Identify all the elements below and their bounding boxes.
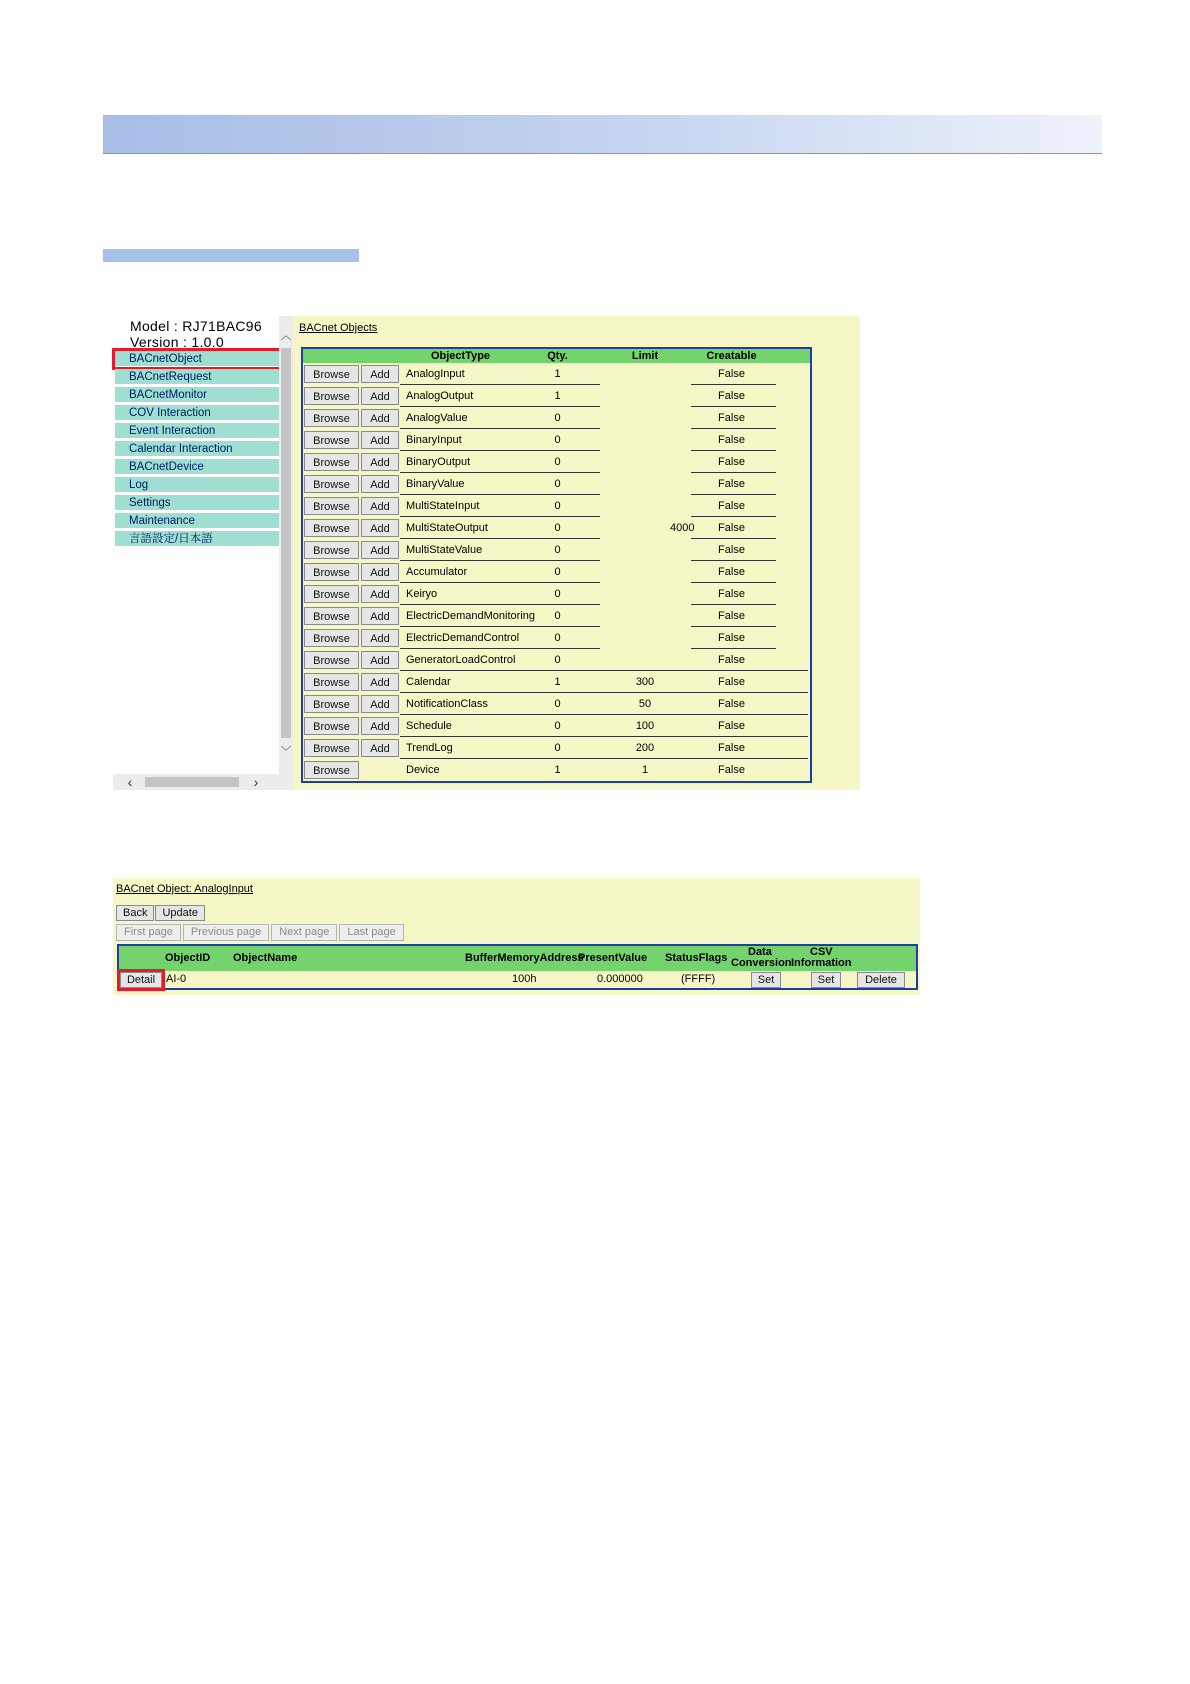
browse-button[interactable]: Browse	[304, 673, 359, 691]
browse-button[interactable]: Browse	[304, 651, 359, 669]
cell-objecttype: MultiStateInput	[406, 500, 480, 512]
add-button[interactable]: Add	[361, 563, 399, 581]
cell-qty: 0	[554, 456, 561, 468]
object-list-table	[117, 944, 918, 990]
add-button[interactable]: Add	[361, 651, 399, 669]
cell-creatable: False	[718, 390, 745, 402]
cell-qty: 1	[554, 368, 561, 380]
update-button[interactable]: Update	[155, 905, 204, 921]
header-buffer-address: BufferMemoryAddress	[465, 952, 584, 964]
cell-objecttype: TrendLog	[406, 742, 453, 754]
cell-objectid: AI-0	[166, 973, 187, 985]
add-button[interactable]: Add	[361, 409, 399, 427]
object-list-title[interactable]: BACnet Object: AnalogInput	[116, 883, 253, 895]
cell-qty: 0	[554, 588, 561, 600]
cell-objecttype: ElectricDemandMonitoring	[406, 610, 535, 622]
cell-qty: 0	[554, 522, 561, 534]
cell-limit	[600, 385, 690, 407]
model-info	[130, 318, 262, 350]
cell-limit	[600, 451, 690, 473]
section-header-band	[103, 115, 1102, 154]
cell-creatable: False	[718, 654, 745, 666]
cell-objecttype: Schedule	[406, 720, 452, 732]
cell-objecttype: Calendar	[406, 676, 451, 688]
cell-qty: 0	[554, 632, 561, 644]
cell-creatable: False	[718, 566, 745, 578]
cell-limit	[600, 539, 690, 561]
cell-objecttype: AnalogValue	[406, 412, 468, 424]
browse-button[interactable]: Browse	[304, 431, 359, 449]
table-row	[303, 429, 810, 451]
cell-limit	[600, 649, 690, 671]
sidebar-item-event-interaction[interactable]: Event Interaction	[115, 423, 279, 439]
table-row	[303, 583, 810, 605]
cell-creatable: False	[718, 676, 745, 688]
cell-objecttype: GeneratorLoadControl	[406, 654, 516, 666]
sidebar-item-bacnetdevice[interactable]: BACnetDevice	[115, 459, 279, 475]
detail-button[interactable]: Detail	[120, 972, 162, 988]
cell-qty: 0	[554, 720, 561, 732]
cell-objecttype: Device	[406, 764, 440, 776]
first-page-button[interactable]: First page	[116, 924, 181, 941]
browse-button[interactable]: Browse	[304, 365, 359, 383]
cell-objecttype: AnalogOutput	[406, 390, 474, 402]
cell-objecttype: ElectricDemandControl	[406, 632, 520, 644]
header-objecttype: ObjectType	[430, 350, 491, 362]
model-label: Model : RJ71BAC96	[130, 318, 262, 334]
header-limit: Limit	[631, 350, 659, 362]
add-button[interactable]: Add	[361, 519, 399, 537]
cell-qty: 0	[554, 412, 561, 424]
cell-qty: 1	[554, 764, 561, 776]
cell-creatable: False	[718, 522, 745, 534]
browse-button[interactable]: Browse	[304, 585, 359, 603]
scroll-down-icon[interactable]: ﹀	[280, 746, 292, 758]
cell-creatable: False	[718, 720, 745, 732]
cell-limit: 50	[638, 698, 652, 710]
cell-qty: 0	[554, 434, 561, 446]
cell-status-flags: (FFFF)	[681, 973, 716, 985]
scroll-up-icon[interactable]: ︿	[280, 330, 292, 342]
header-conversion: Conversion	[731, 957, 792, 969]
browse-button[interactable]: Browse	[304, 717, 359, 735]
header-information: Information	[791, 957, 852, 969]
cell-objecttype: AnalogInput	[406, 368, 465, 380]
sidebar-item-settings[interactable]: Settings	[115, 495, 279, 511]
cell-qty: 0	[554, 742, 561, 754]
table-row	[303, 495, 810, 517]
add-button[interactable]: Add	[361, 497, 399, 515]
sidebar-item-cov-interaction[interactable]: COV Interaction	[115, 405, 279, 421]
browse-button[interactable]: Browse	[304, 739, 359, 757]
pager	[116, 924, 404, 941]
cell-objecttype: BinaryInput	[406, 434, 462, 446]
cell-limit	[600, 473, 690, 495]
add-button[interactable]: Add	[361, 453, 399, 471]
cell-limit	[600, 495, 690, 517]
cell-buffer-address: 100h	[512, 973, 537, 985]
cell-creatable: False	[718, 456, 745, 468]
sidebar-horizontal-scrollbar[interactable]	[113, 774, 279, 790]
header-qty: Qty.	[547, 350, 568, 362]
cell-creatable: False	[718, 698, 745, 710]
object-list-screenshot	[113, 878, 920, 995]
browse-button[interactable]: Browse	[304, 387, 359, 405]
browse-button[interactable]: Browse	[304, 409, 359, 427]
cell-objecttype: NotificationClass	[406, 698, 488, 710]
cell-limit: 200	[635, 742, 655, 754]
cell-creatable: False	[718, 412, 745, 424]
header-status-flags: StatusFlags	[665, 952, 728, 964]
objects-title[interactable]: BACnet Objects	[299, 322, 378, 334]
object-list-header	[119, 946, 916, 971]
add-button[interactable]: Add	[361, 695, 399, 713]
header-creatable: Creatable	[706, 350, 757, 362]
browse-button[interactable]: Browse	[304, 541, 359, 559]
add-button[interactable]: Add	[361, 717, 399, 735]
sidebar-item-maintenance[interactable]: Maintenance	[115, 513, 279, 529]
browse-button[interactable]: Browse	[304, 629, 359, 647]
table-row	[303, 517, 810, 539]
browse-button[interactable]: Browse	[304, 519, 359, 537]
cell-qty: 0	[554, 478, 561, 490]
cell-objecttype: BinaryValue	[406, 478, 465, 490]
add-button[interactable]: Add	[361, 739, 399, 757]
table-row	[303, 363, 810, 385]
cell-qty: 1	[554, 390, 561, 402]
cell-qty: 1	[554, 676, 561, 688]
header-objectid: ObjectID	[165, 952, 211, 964]
version-label: Version : 1.0.0	[130, 334, 225, 350]
objects-table-header	[303, 349, 810, 363]
header-data-1: Data	[748, 946, 772, 958]
bacnet-objects-screenshot	[113, 316, 860, 790]
cell-creatable: False	[718, 610, 745, 622]
table-row	[303, 605, 810, 627]
browse-button[interactable]: Browse	[304, 607, 359, 625]
cell-qty: 0	[554, 698, 561, 710]
cell-objecttype: Keiryo	[406, 588, 438, 600]
cell-present-value: 0.000000	[597, 973, 643, 985]
add-button[interactable]: Add	[361, 607, 399, 625]
scroll-thumb[interactable]	[281, 348, 291, 738]
browse-button[interactable]: Browse	[304, 453, 359, 471]
add-button[interactable]: Add	[361, 365, 399, 383]
cell-creatable: False	[718, 478, 745, 490]
table-row	[303, 715, 810, 737]
next-page-button[interactable]: Next page	[271, 924, 337, 941]
delete-button[interactable]: Delete	[857, 972, 905, 988]
cell-creatable: False	[718, 434, 745, 446]
previous-page-button[interactable]: Previous page	[183, 924, 269, 941]
header-objectname: ObjectName	[233, 952, 298, 964]
cell-limit	[600, 605, 690, 627]
table-row	[303, 539, 810, 561]
cell-qty: 0	[554, 500, 561, 512]
cell-objecttype: BinaryOutput	[406, 456, 471, 468]
add-button[interactable]: Add	[361, 431, 399, 449]
csv-information-set-button[interactable]: Set	[811, 972, 841, 988]
table-row	[303, 385, 810, 407]
shared-limit-value: 4000	[670, 522, 695, 534]
cell-qty: 0	[554, 654, 561, 666]
add-button[interactable]: Add	[361, 673, 399, 691]
subsection-band	[103, 249, 359, 262]
table-row	[303, 473, 810, 495]
cell-creatable: False	[718, 588, 745, 600]
sidebar-item-bacnetrequest[interactable]: BACnetRequest	[115, 369, 279, 385]
table-row	[303, 627, 810, 649]
add-button[interactable]: Add	[361, 475, 399, 493]
table-row	[303, 451, 810, 473]
action-buttons	[116, 905, 205, 921]
sidebar	[113, 316, 279, 790]
data-conversion-set-button[interactable]: Set	[751, 972, 781, 988]
sidebar-vertical-scrollbar[interactable]	[279, 316, 293, 790]
table-row	[303, 649, 810, 671]
objects-panel	[293, 316, 860, 790]
cell-creatable: False	[718, 500, 745, 512]
cell-creatable: False	[718, 742, 745, 754]
cell-limit: 100	[635, 720, 655, 732]
cell-creatable: False	[718, 368, 745, 380]
browse-button[interactable]: Browse	[304, 497, 359, 515]
table-row	[303, 407, 810, 429]
header-present-value: PresentValue	[578, 952, 648, 964]
browse-button[interactable]: Browse	[304, 475, 359, 493]
table-row	[119, 971, 916, 988]
scroll-right-icon[interactable]: ›	[253, 774, 259, 790]
add-button[interactable]: Add	[361, 541, 399, 559]
table-row	[303, 561, 810, 583]
last-page-button[interactable]: Last page	[339, 924, 403, 941]
sidebar-item-bacnetobject[interactable]: BACnetObject	[115, 351, 279, 367]
add-button[interactable]: Add	[361, 387, 399, 405]
cell-objecttype: MultiStateOutput	[406, 522, 488, 534]
sidebar-item-language[interactable]: 言語設定/日本語	[115, 531, 279, 547]
cell-creatable: False	[718, 544, 745, 556]
table-row	[303, 759, 810, 781]
back-button[interactable]: Back	[116, 905, 154, 921]
cell-creatable: False	[718, 764, 745, 776]
browse-button[interactable]: Browse	[304, 695, 359, 713]
cell-limit	[600, 363, 690, 385]
cell-limit	[600, 429, 690, 451]
add-button[interactable]: Add	[361, 585, 399, 603]
cell-qty: 0	[554, 610, 561, 622]
cell-limit	[600, 561, 690, 583]
browse-button[interactable]: Browse	[304, 761, 359, 779]
sidebar-item-calendar-interaction[interactable]: Calendar Interaction	[115, 441, 279, 457]
scroll-left-icon[interactable]: ‹	[127, 774, 133, 790]
browse-button[interactable]: Browse	[304, 563, 359, 581]
cell-limit	[600, 627, 690, 649]
objects-table	[301, 347, 812, 783]
cell-limit	[600, 407, 690, 429]
table-row	[303, 737, 810, 759]
cell-limit: 300	[635, 676, 655, 688]
cell-limit: 1	[641, 764, 649, 776]
objects-table-body	[303, 363, 810, 781]
add-button[interactable]: Add	[361, 629, 399, 647]
cell-objecttype: Accumulator	[406, 566, 468, 578]
table-row	[303, 693, 810, 715]
sidebar-item-bacnetmonitor[interactable]: BACnetMonitor	[115, 387, 279, 403]
cell-objecttype: MultiStateValue	[406, 544, 483, 556]
table-row	[303, 671, 810, 693]
cell-qty: 0	[554, 544, 561, 556]
cell-limit	[600, 583, 690, 605]
sidebar-item-log[interactable]: Log	[115, 477, 279, 493]
cell-creatable: False	[718, 632, 745, 644]
header-csv: CSV	[810, 946, 833, 958]
cell-qty: 0	[554, 566, 561, 578]
scroll-thumb-horizontal[interactable]	[145, 777, 239, 787]
